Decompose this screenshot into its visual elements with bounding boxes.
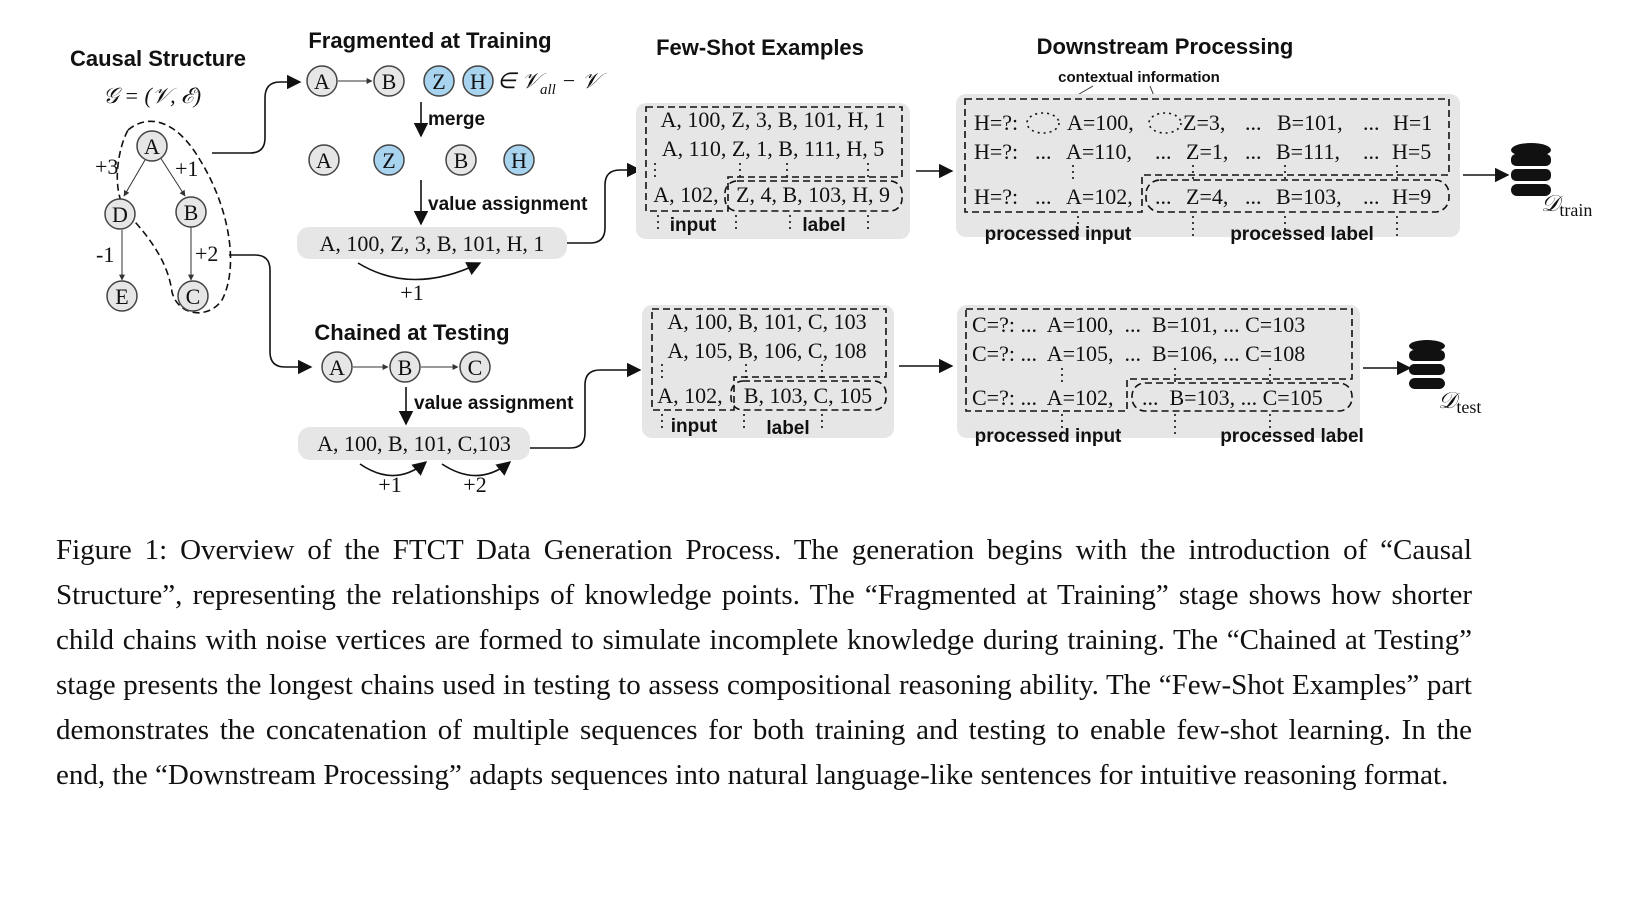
frag-noise-node-h-label: H <box>470 69 486 94</box>
svg-text:Z=4,: Z=4, <box>1186 184 1229 209</box>
to-chained-arrow <box>229 255 311 367</box>
downstream-train-processed-input: processed input <box>984 224 1132 245</box>
frag-increment: +1 <box>400 280 424 305</box>
svg-text:Z=1,: Z=1, <box>1186 139 1229 164</box>
svg-text:H=1: H=1 <box>1393 110 1433 135</box>
fewshot-train-row-3-input: A, 102, <box>653 182 719 207</box>
chain-node-a-label: A <box>329 355 345 380</box>
causal-node-d-label: D <box>112 202 128 227</box>
merged-noise-node-z-label: Z <box>382 148 396 173</box>
chain-increment-1: +1 <box>378 472 402 497</box>
svg-text:H=?:: H=?: <box>974 139 1019 164</box>
svg-text:B=101,: B=101, <box>1277 110 1343 135</box>
edge-weight-a-b: +1 <box>175 156 199 181</box>
downstream-test-row-2: C=?: ... A=105, ... B=106, ... C=108 <box>972 341 1306 366</box>
causal-node-c-label: C <box>185 284 201 309</box>
downstream-panel <box>956 34 1460 447</box>
chain-node-b-label: B <box>397 355 413 380</box>
frag-node-b-label: B <box>381 69 397 94</box>
svg-text:...: ... <box>1155 184 1172 209</box>
chain-value-assignment-label: value assignment <box>414 393 574 414</box>
causal-node-a-label: A <box>144 134 160 159</box>
fewshot-train-row-2: A, 110, Z, 1, B, 111, H, 5 <box>661 136 885 161</box>
fewshot-test-label-label: label <box>766 418 810 439</box>
svg-text:...: ... <box>1035 184 1052 209</box>
svg-text:A=102,: A=102, <box>1066 184 1133 209</box>
downstream-test-processed-input: processed input <box>974 426 1122 447</box>
merged-noise-node-h-label: H <box>511 148 527 173</box>
downstream-test-row-3-input: C=?: ... A=102, <box>972 385 1114 410</box>
merged-node-b-label: B <box>453 148 469 173</box>
fewshot-train-row-1: A, 100, Z, 3, B, 101, H, 1 <box>660 107 886 132</box>
frag-noise-node-z-label: Z <box>432 69 446 94</box>
fewshot-train-label-label: label <box>802 215 846 236</box>
chain-node-c-label: C <box>467 355 483 380</box>
downstream-train-row-2 <box>974 139 1431 164</box>
fewshot-test-row-2: A, 105, B, 106, C, 108 <box>667 338 867 363</box>
edge-weight-a-d: +3 <box>95 154 119 179</box>
test-database-icon <box>1409 340 1445 389</box>
causal-structure-panel <box>70 46 246 313</box>
svg-text:A=110,: A=110, <box>1066 139 1132 164</box>
contextual-information-label: contextual information <box>1058 69 1220 86</box>
downstream-title: Downstream Processing <box>1036 34 1294 59</box>
svg-text:B=103,: B=103, <box>1276 184 1342 209</box>
downstream-train-processed-label: processed label <box>1230 224 1374 245</box>
svg-text:...: ... <box>1363 139 1380 164</box>
fewshot-train-input-label: input <box>669 215 717 236</box>
svg-text:H=5: H=5 <box>1392 139 1432 164</box>
causal-formula: 𝒢 = (𝒱, ℰ) <box>102 83 202 108</box>
svg-text:...: ... <box>1245 110 1262 135</box>
frag-value-assignment-label: value assignment <box>428 194 588 215</box>
chain-sequence: A, 100, B, 101, C,103 <box>317 431 511 456</box>
svg-text:...: ... <box>1363 184 1380 209</box>
chain-increment-2: +2 <box>463 472 487 497</box>
fewshot-test-row-1: A, 100, B, 101, C, 103 <box>667 309 867 334</box>
downstream-test-row-1: C=?: ... A=100, ... B=101, ... C=103 <box>972 312 1306 337</box>
svg-text:Z=3,: Z=3, <box>1183 110 1226 135</box>
fewshot-panel <box>636 35 910 439</box>
svg-text:H=9: H=9 <box>1392 184 1432 209</box>
figure-caption: Figure 1: Overview of the FTCT Data Generation Process. The generation begins with the introduction of “Causal Structure”, representing the relationships of knowledge points. The “Fragmented at Training” stage shows how shorter child chains with noise vertices are formed to simulate incomplete knowledge during training. The “Chained at Testing” stage presents the longest chains used in testing to assess compositional reasoning ability. The “Few-Shot Examples” part demonstrates the concatenation of multiple sequences for both training and testing to enable few-shot learning. In the end, the “Downstream Processing” adapts sequences into natural language-like sentences for intuitive reasoning format. <box>56 534 1472 791</box>
frag-node-a-label: A <box>314 69 330 94</box>
svg-text:...: ... <box>1245 184 1262 209</box>
svg-text:...: ... <box>1363 110 1380 135</box>
svg-text:A=100,: A=100, <box>1067 110 1134 135</box>
fewshot-test-row-3-input: A, 102, <box>657 383 723 408</box>
svg-text:H=?:: H=?: <box>974 110 1019 135</box>
merge-label: merge <box>428 109 486 130</box>
to-fragmented-arrow <box>212 82 300 153</box>
edge-weight-b-c: +2 <box>195 241 219 266</box>
causal-node-e-label: E <box>115 284 129 309</box>
fewshot-test-input-label: input <box>670 416 718 437</box>
fragmented-panel <box>297 28 607 305</box>
fewshot-test-row-3-label: B, 103, C, 105 <box>743 383 873 408</box>
edge-weight-d-e: -1 <box>96 242 115 267</box>
downstream-train-row-3 <box>974 184 1431 209</box>
train-database-icon <box>1511 143 1551 196</box>
svg-text:...: ... <box>1035 139 1052 164</box>
fewshot-train-row-3-label: Z, 4, B, 103, H, 9 <box>736 182 890 207</box>
chained-panel <box>298 320 574 497</box>
causal-structure-title: Causal Structure <box>69 46 247 71</box>
downstream-test-processed-label: processed label <box>1220 426 1364 447</box>
train-dataset-label: 𝒟$_{train}$ <box>1541 191 1593 220</box>
frag-sequence: A, 100, Z, 3, B, 101, H, 1 <box>319 231 545 256</box>
fewshot-title: Few-Shot Examples <box>656 35 864 60</box>
merged-node-a-label: A <box>316 148 332 173</box>
noise-set-expression: ∈ 𝒱$_{all}$ − 𝒱 <box>497 68 601 98</box>
svg-text:...: ... <box>1155 139 1172 164</box>
test-dataset-label: 𝒟$_{test}$ <box>1438 388 1482 417</box>
fragmented-title: Fragmented at Training <box>308 28 552 53</box>
chained-title: Chained at Testing <box>314 320 510 345</box>
svg-text:...: ... <box>1245 139 1262 164</box>
downstream-test-row-3-label: ... B=103, ... C=105 <box>1142 385 1323 410</box>
svg-text:H=?:: H=?: <box>974 184 1019 209</box>
svg-text:B=111,: B=111, <box>1276 139 1340 164</box>
causal-node-b-label: B <box>183 200 199 225</box>
